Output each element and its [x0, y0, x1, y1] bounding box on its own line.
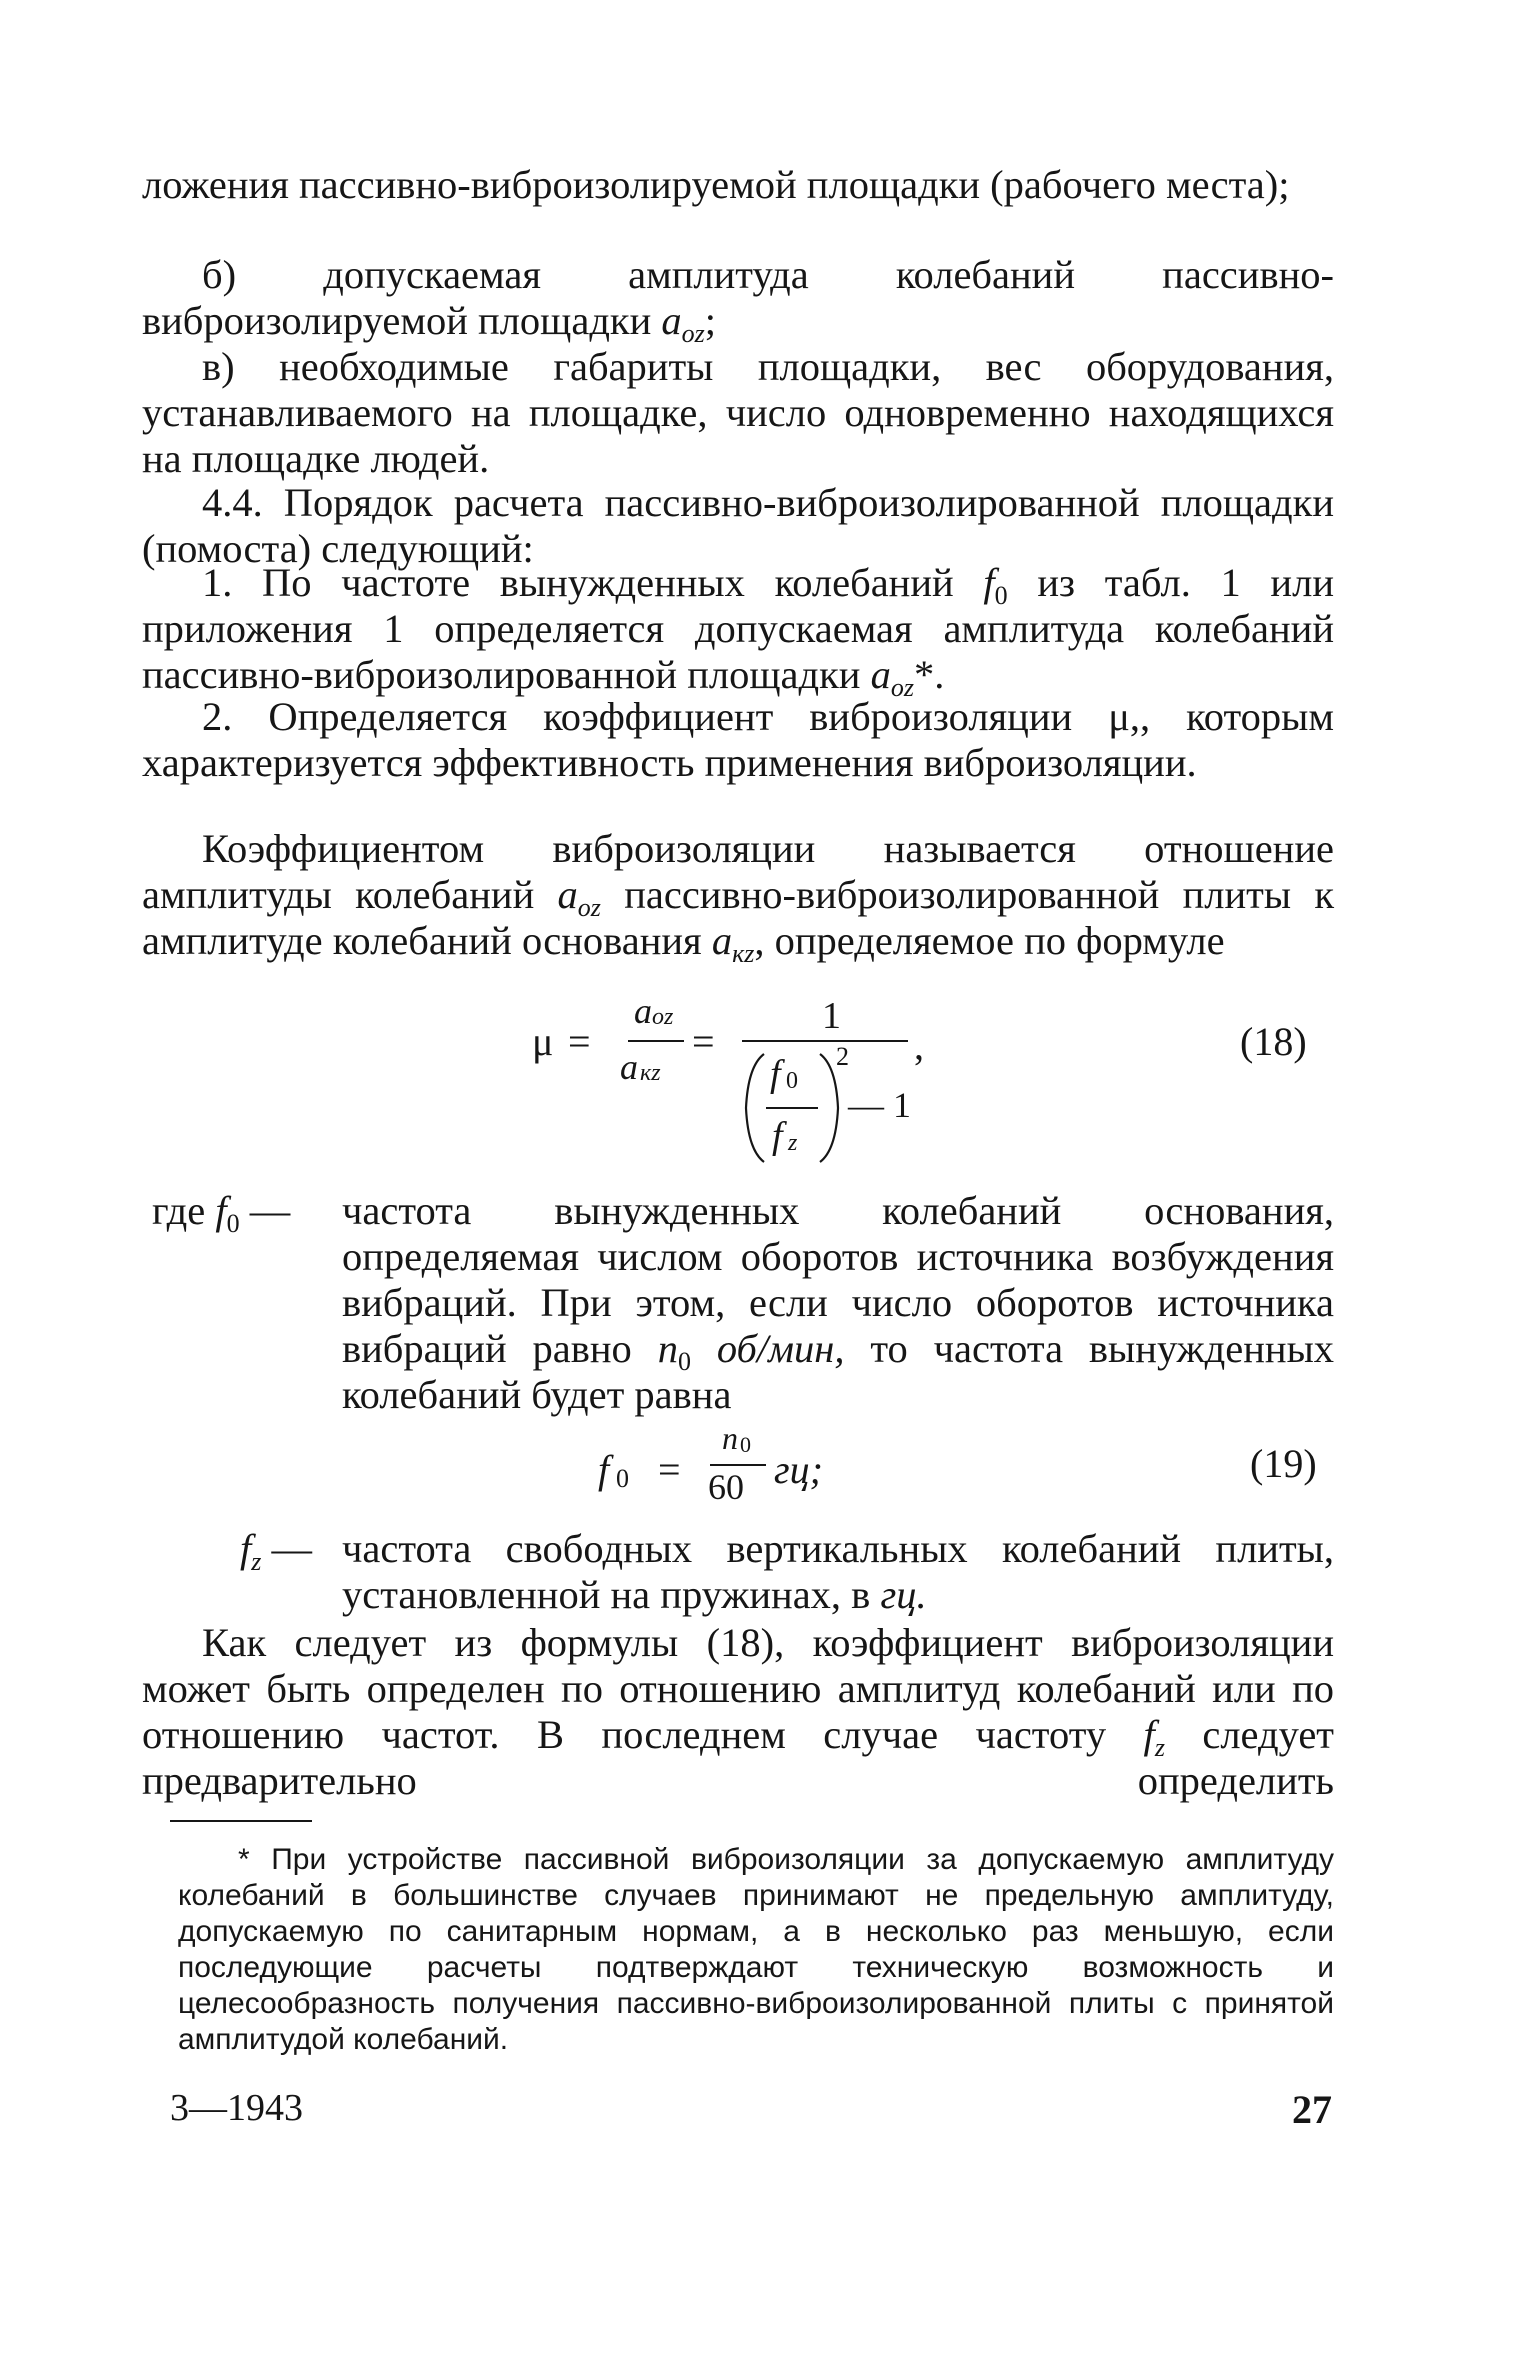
equals-sign: =: [568, 1019, 591, 1064]
equals-sign-2: =: [692, 1019, 715, 1064]
footnote: [178, 1842, 1334, 2058]
denominator-a: a: [620, 1047, 638, 1087]
fz-symbol: f: [772, 1115, 783, 1157]
f0-subscript: 0: [616, 1464, 629, 1493]
subscript: 0: [994, 581, 1008, 610]
symbol-a: a: [870, 652, 891, 697]
subscript: oz: [890, 673, 914, 702]
fz-definition: [342, 1526, 1334, 1618]
step-text: 1. По частоте вынужденных колебаний: [202, 560, 954, 605]
left-parenthesis: [746, 1054, 764, 1162]
f0-symbol: f: [598, 1447, 610, 1492]
unit-hz: гц;: [774, 1447, 823, 1492]
where-definition: [342, 1188, 1334, 1418]
definition-text-end: , определяемое по формуле: [754, 918, 1225, 963]
footnote-marker: *.: [913, 652, 945, 697]
list-item-b: [142, 252, 1334, 348]
printer-signature: 3—1943: [170, 2087, 303, 2129]
comma: ,: [914, 1023, 924, 1068]
step-text: 2. Определяется коэффициент виброизоляции: [202, 694, 1073, 739]
footnote-text: * При устройстве пассивной виброизоляции за допускаемую амплитуду колебаний в большинстве случаев принимают не предельную амплитуду, допускаемую по санитарным нормам, а в несколько раз меньшую, если последующие расчеты подтверждают техническую возможность и целесообразность получения пассивно-виброизолированной плиты с принятой амплитудой колебаний.: [178, 1843, 1334, 2056]
step-2: [142, 694, 1334, 786]
item-text: в) необходимые габариты площадки, вес оборудования, устанавливаемого на площадке, число одновременно находящихся на площадке людей.: [142, 344, 1334, 481]
section-4-4: [142, 480, 1334, 572]
fz-label: [240, 1526, 313, 1576]
paragraph-text-cont: следует предварительно определить: [142, 1712, 1334, 1803]
definition-text: частота вынужденных колебаний основания, определяемая числом оборотов источника возбуждения вибраций. При этом, если число оборотов источника вибраций равно: [342, 1188, 1334, 1371]
closing-paragraph: [142, 1620, 1334, 1804]
equals-sign: =: [658, 1447, 681, 1492]
subscript: oz: [577, 893, 601, 922]
fz-subscript: z: [788, 1130, 798, 1156]
numerator-subscript: 0: [740, 1432, 751, 1457]
paragraph-text: Как следует из формулы (18), коэффициент виброизоляции может быть определен по отношению амплитуд колебаний или по отношению частот. В последнем случае частоту: [142, 1620, 1334, 1757]
f0-symbol: f: [770, 1053, 781, 1095]
list-item-c: [142, 344, 1334, 482]
equation-number-18: (18): [1240, 1019, 1307, 1064]
fraction-line: [628, 1040, 684, 1042]
subscript: 0: [226, 1209, 240, 1238]
subscript: 0: [677, 1347, 691, 1376]
f0-subscript: 0: [786, 1068, 798, 1094]
step-text-cont: из табл. 1 или приложения 1 определяется допускаемая амплитуда колебаний пассивно-виброизолированной площадки: [142, 560, 1334, 697]
subscript: z: [1154, 1733, 1165, 1762]
subscript: кz: [732, 939, 755, 968]
footnote-rule: [170, 1820, 312, 1822]
numerator-one: 1: [822, 995, 841, 1037]
definition-text: Коэффициентом виброизоляции называется отношение амплитуды колебаний: [142, 826, 1334, 917]
unit: об/мин,: [716, 1326, 845, 1371]
denominator-subscript: кz: [640, 1060, 661, 1086]
symbol-n: n: [657, 1326, 678, 1371]
power-2: 2: [836, 1042, 849, 1071]
where-word: где: [152, 1188, 206, 1233]
symbol-f: f: [240, 1526, 252, 1571]
symbol-a: a: [711, 918, 733, 963]
denominator-60: 60: [708, 1467, 744, 1507]
step-1: [142, 560, 1334, 702]
numerator-a: a: [634, 991, 652, 1031]
symbol-f: f: [1143, 1712, 1155, 1757]
where-label: [152, 1188, 291, 1238]
numerator-subscript: oz: [652, 1004, 674, 1030]
symbol-f: f: [983, 560, 995, 605]
definition-text-cont: то частота вынужденных колебаний будет равна: [342, 1326, 1335, 1417]
definition-text: частота свободных вертикальных колебаний плиты, установленной на пружинах, в: [342, 1526, 1334, 1617]
minus-one: — 1: [848, 1085, 911, 1125]
step-text-cont: , которым характеризуется эффективность применения виброизоляции.: [142, 694, 1335, 785]
definition-text-cont: пассивно-виброизолированной плиты к амплитуде колебаний основания: [142, 872, 1334, 963]
numerator-n: n: [722, 1420, 738, 1456]
dash: —: [249, 1188, 291, 1233]
paragraph-continuation: [142, 162, 1334, 208]
subscript: z: [251, 1547, 262, 1576]
unit: гц.: [880, 1572, 927, 1617]
symbol-mu: μ,: [1108, 694, 1141, 739]
subscript: oz: [681, 319, 705, 348]
paragraph-text: ложения пассивно-виброизолируемой площадки (рабочего места);: [142, 162, 1290, 207]
page-number: 27: [1292, 2087, 1332, 2132]
fraction-line-2: [742, 1040, 908, 1042]
item-text: б) допускаемая амплитуда колебаний пассивно-виброизолируемой площадки: [142, 252, 1334, 343]
symbol-a: a: [557, 872, 578, 917]
definition-paragraph: [142, 826, 1334, 968]
mu-symbol: μ: [532, 1019, 554, 1064]
symbol-a: a: [661, 298, 682, 343]
symbol-f: f: [215, 1188, 227, 1233]
dash: —: [271, 1526, 313, 1571]
equation-number-19: (19): [1250, 1441, 1317, 1486]
section-text: 4.4. Порядок расчета пассивно-виброизолированной площадки (помоста) следующий:: [142, 480, 1334, 571]
punctuation: ;: [704, 298, 717, 343]
